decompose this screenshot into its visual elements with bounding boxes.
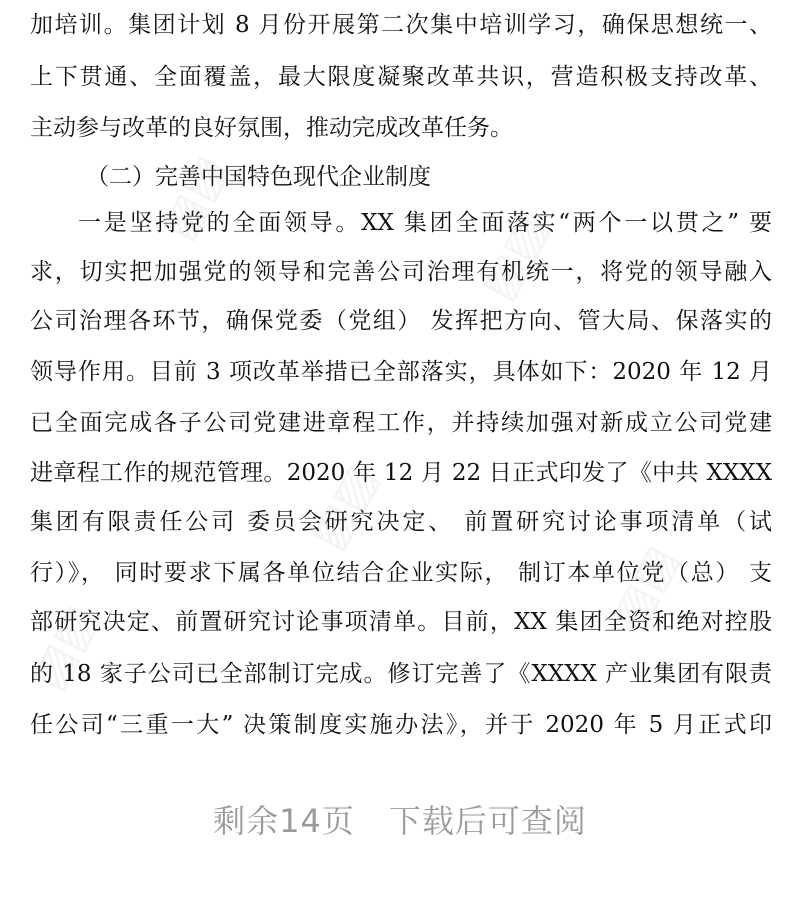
watermark-mark: ▨▨ bbox=[299, 455, 388, 559]
body-text-line: 领导作用。目前 3 项改革举措已全部落实，具体如下：2020 年 12 月 bbox=[30, 359, 772, 385]
body-text-line: 集团有限责任公司 委员会研究决定、 前置研究讨论事项清单（试 bbox=[30, 509, 772, 535]
body-text-line: 的 18 家子公司已全部制订完成。修订完善了《XXXX 产业集团有限责 bbox=[30, 661, 772, 687]
remaining-pages-text: 剩余14页 bbox=[213, 802, 355, 840]
body-text-line: 进章程工作的规范管理。2020 年 12 月 22 日正式印发了《中共 XXXX bbox=[30, 460, 772, 486]
watermark-mark: ▨▨ bbox=[149, 145, 238, 249]
watermark-mark: ▨▨ bbox=[19, 595, 108, 699]
watermark-mark: ▨▨ bbox=[469, 205, 558, 309]
body-text-line: 公司治理各环节，确保党委（党组） 发挥把方向、管大局、保落实的 bbox=[30, 308, 772, 334]
body-text-line: 任公司“三重一大” 决策制度实施办法》，并于 2020 年 5 月正式印 bbox=[30, 712, 772, 738]
download-prompt[interactable] bbox=[0, 796, 800, 842]
download-to-view-text: 下载后可查阅 bbox=[388, 802, 587, 840]
section-heading: （二）完善中国特色现代企业制度 bbox=[86, 164, 431, 190]
body-text-line: 已全面完成各子公司党建进章程工作，并持续加强对新成立公司党建 bbox=[30, 410, 772, 436]
body-text-line: 部研究决定、前置研究讨论事项清单。目前，XX 集团全资和绝对控股 bbox=[30, 609, 772, 635]
watermark-mark: ▨▨ bbox=[599, 535, 688, 639]
body-text-line: 加培训。集团计划 8 月份开展第二次集中培训学习，确保思想统一、 bbox=[30, 12, 772, 38]
body-text-line: 求，切实把加强党的领导和完善公司治理有机统一，将党的领导融入 bbox=[30, 259, 772, 285]
body-text-line: 一是坚持党的全面领导。XX 集团全面落实“两个一以贯之” 要 bbox=[78, 210, 772, 236]
body-text-line: 行）》， 同时要求下属各单位结合企业实际， 制订本单位党（总） 支 bbox=[30, 560, 772, 586]
body-text-line: 主动参与改革的良好氛围，推动完成改革任务。 bbox=[30, 115, 513, 141]
body-text-line: 上下贯通、全面覆盖，最大限度凝聚改革共识，营造积极支持改革、 bbox=[30, 64, 772, 90]
